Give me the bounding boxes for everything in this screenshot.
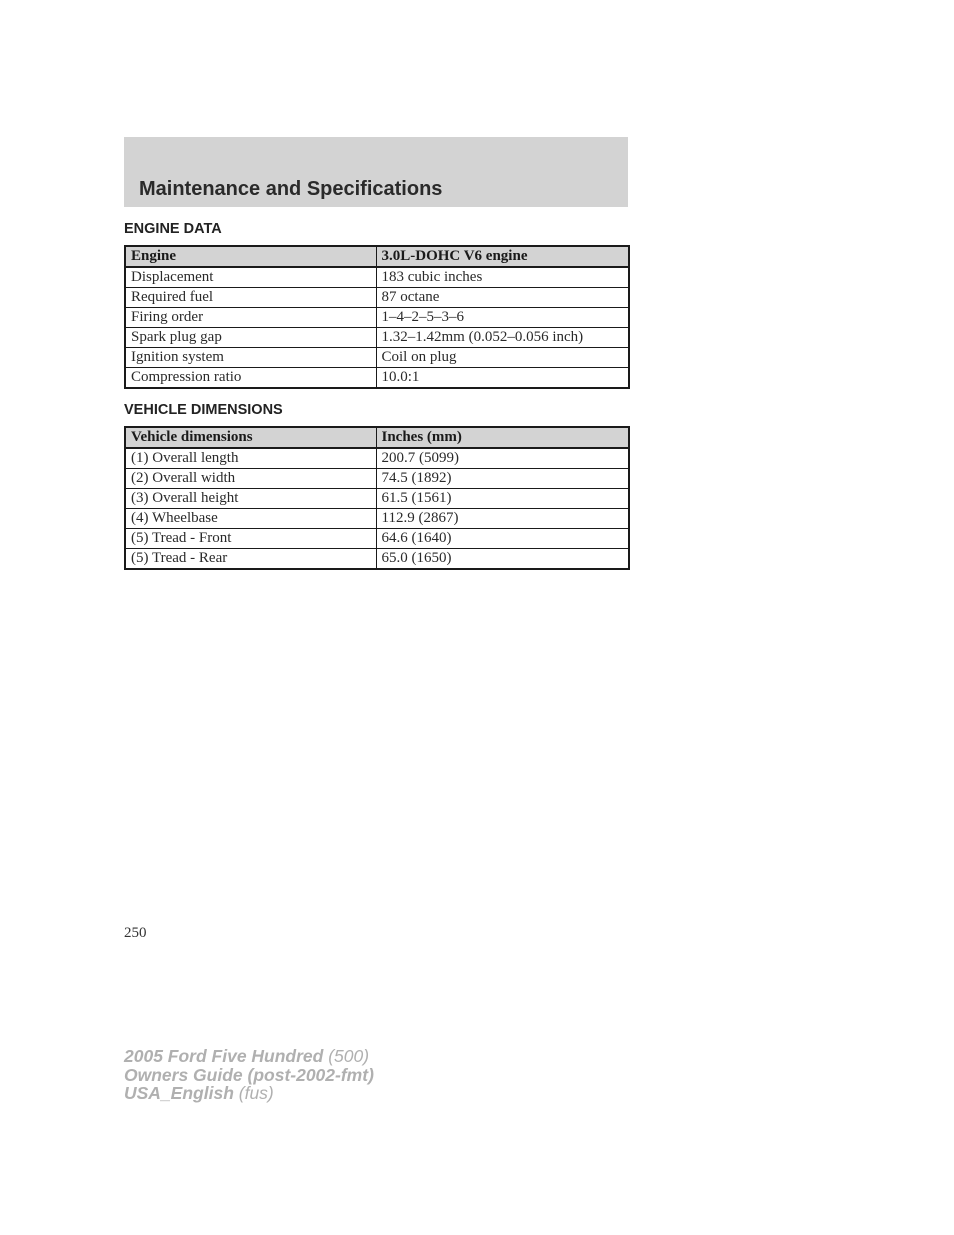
dimension-value: 64.6 (1640) [376, 529, 629, 549]
spec-value: 10.0:1 [376, 368, 629, 389]
dimension-value: 61.5 (1561) [376, 489, 629, 509]
dimension-label: (2) Overall width [125, 469, 376, 489]
footer-language: USA_English [124, 1083, 234, 1103]
footer-model-code: (500) [323, 1046, 370, 1066]
spec-label: Compression ratio [125, 368, 376, 389]
spec-value: 1–4–2–5–3–6 [376, 308, 629, 328]
footer-line-model [124, 1047, 374, 1066]
section-header-band [124, 137, 628, 207]
table-row [125, 529, 629, 549]
footer-language-code: (fus) [233, 1083, 274, 1103]
spec-value: 87 octane [376, 288, 629, 308]
dimension-label: (1) Overall length [125, 448, 376, 469]
dimension-label: (3) Overall height [125, 489, 376, 509]
footer-line-guide [124, 1066, 374, 1085]
spec-label: Firing order [125, 308, 376, 328]
table-row [125, 549, 629, 570]
table-row [125, 288, 629, 308]
dimension-label: (5) Tread - Front [125, 529, 376, 549]
table-row [125, 368, 629, 389]
spec-value: 183 cubic inches [376, 267, 629, 288]
column-header: Engine [125, 246, 376, 267]
dimension-value: 74.5 (1892) [376, 469, 629, 489]
dimension-value: 112.9 (2867) [376, 509, 629, 529]
table-row [125, 328, 629, 348]
spec-label: Spark plug gap [125, 328, 376, 348]
spec-label: Displacement [125, 267, 376, 288]
table-row [125, 509, 629, 529]
spec-value: Coil on plug [376, 348, 629, 368]
page-number: 250 [124, 925, 147, 941]
spec-label: Required fuel [125, 288, 376, 308]
spec-value: 1.32–1.42mm (0.052–0.056 inch) [376, 328, 629, 348]
spec-label: Ignition system [125, 348, 376, 368]
document-footer [124, 1047, 374, 1103]
footer-guide-name: Owners Guide (post-2002-fmt) [124, 1064, 374, 1085]
table-row [125, 267, 629, 288]
dimension-label: (5) Tread - Rear [125, 549, 376, 570]
dimension-label: (4) Wheelbase [125, 509, 376, 529]
page-title: Maintenance and Specifications [139, 178, 443, 200]
column-header: 3.0L-DOHC V6 engine [376, 246, 629, 267]
column-header: Vehicle dimensions [125, 427, 376, 448]
engine-data-heading: ENGINE DATA [124, 221, 222, 237]
dimension-value: 200.7 (5099) [376, 448, 629, 469]
table-header-row [125, 427, 629, 448]
table-header-row [125, 246, 629, 267]
vehicle-dimensions-heading: VEHICLE DIMENSIONS [124, 402, 283, 418]
table-row [125, 348, 629, 368]
footer-model-name: 2005 Ford Five Hundred [124, 1046, 324, 1066]
table-row [125, 448, 629, 469]
table-row [125, 308, 629, 328]
vehicle-dimensions-table [124, 426, 630, 570]
dimension-value: 65.0 (1650) [376, 549, 629, 570]
table-row [125, 469, 629, 489]
table-row [125, 489, 629, 509]
engine-data-table [124, 245, 630, 389]
column-header: Inches (mm) [376, 427, 629, 448]
footer-line-language [124, 1084, 374, 1103]
